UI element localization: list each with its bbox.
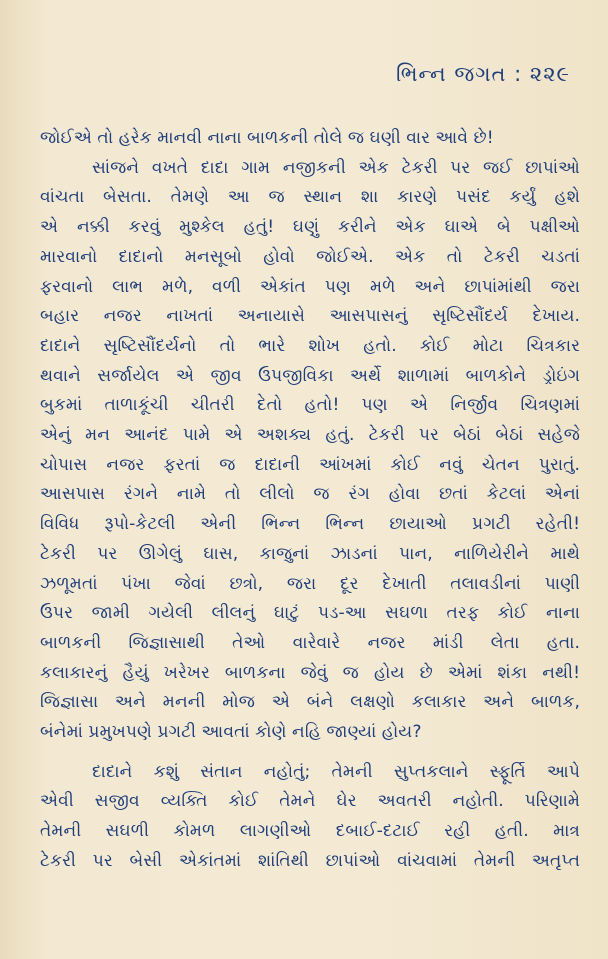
text-line: ઝળૂમતાં પંખા જેવાં છત્રો, જરા દૂર દેખાતી તલાવડીનાં પાણી [40, 573, 580, 594]
running-head: ભિન્ન જગત : ૨૨૯ [395, 62, 570, 86]
text-line: તેમની સઘળી કોમળ લાગણીઓ દબાઈ-દટાઈ રહી હતી. માત્ર [40, 821, 580, 842]
text-line: દાદાને કશું સંતાન નહોતું; તેમની સુપ્તકલાને સ્ફૂર્તિ આપે [92, 761, 580, 782]
text-line: બુકમાં તાળાકૂંચી ચીતરી દેતો હતો! પણ એ નિર્જીવ ચિત્રણમાં [40, 395, 580, 416]
text-line: ટેકરી પર ઊગેલું ઘાસ, કાજુનાં ઝાડનાં પાન, નાળિયેરીને માથે [40, 543, 580, 564]
text-line: કલાકારનું હૈયું ખરેખર બાળકના જેવું જ હોય છે એમાં શંકા નથી! [40, 662, 580, 683]
text-line: થવાને સર્જાયેલ એ જીવ ઉપજીવિકા અર્થે શાળામાં બાળકોને ડ્રોઇંગ [40, 365, 580, 386]
text-line: બંનેમાં પ્રમુખપણે પ્રગટી આવતાં કોણે નહિ જાણ્યાં હોય? [40, 722, 422, 743]
text-line: આસપાસ રંગને નામે તો લીલો જ રંગ હોવા છતાં કેટલાં એનાં [40, 484, 580, 505]
text-line: ટેકરી પર બેસી એકાંતમાં શાંતિથી છાપાંઓ વાંચવામાં તેમની અતૃપ્ત [40, 850, 580, 871]
text-line: જિજ્ઞાસા અને મનની મોજ એ બંને લક્ષણો કલાકાર અને બાળક, [40, 692, 580, 713]
text-line: વાંચતા બેસતા. તેમણે આ જ સ્થાન શા કારણે પસંદ કર્યું હશે [40, 187, 580, 208]
text-line: બહાર નજર નાખતાં અનાયાસે આસપાસનું સૃષ્ટિસૌંદર્ય દેખાય. [40, 306, 580, 327]
text-line: જોઈએ તો હરેક માનવી નાના બાળકની તોલે જ ઘણી વાર આવે છે! [40, 128, 494, 148]
body-text [40, 124, 580, 877]
text-line: બાળકની જિજ્ઞાસાથી તેઓ વારેવારે નજર માંડી લેતા હતા. [40, 632, 580, 653]
text-line: એનું મન આનંદ પામે એ અશક્ય હતું. ટેકરી પર બેઠાં બેઠાં સહેજે [40, 425, 580, 446]
text-line: સાંજને વખતે દાદા ગામ નજીકની એક ટેકરી પર જઈ છાપાંઓ [92, 157, 580, 178]
paragraph-gap [40, 748, 580, 758]
text-line: ચોપાસ નજર ફરતાં જ દાદાની આંખમાં કોઈ નવું ચેતન પુરાતું. [40, 454, 580, 475]
text-line: એવી સજીવ વ્યક્તિ કોઈ તેમને ઘેર અવતરી નહોતી. પરિણામે [40, 791, 580, 812]
text-line: એ નક્કી કરવું મુશ્કેલ હતું! ઘણું કરીને એક ઘાએ બે પક્ષીઓ [40, 217, 580, 238]
text-line: ફરવાનો લાભ મળે, વળી એકાંત પણ મળે અને છાપાંમાંથી જરા [40, 276, 580, 297]
text-line: ઉપર જામી ગયેલી લીલનું ઘાટું પડ-આ સઘળા તરફ કોઈ નાના [40, 603, 580, 624]
text-line: મારવાનો દાદાનો મનસૂબો હોવો જોઈએ. એક તો ટેકરી ચડતાં [40, 246, 580, 267]
text-line: દાદાને સૃષ્ટિસૌંદર્યનો તો ભારે શોખ હતો. કોઈ મોટા ચિત્રકાર [40, 335, 580, 356]
text-line: વિવિધ રૂપો-કેટલી એની ભિન્ન ભિન્ન છાયાઓ પ્રગટી રહેતી! [40, 514, 580, 535]
